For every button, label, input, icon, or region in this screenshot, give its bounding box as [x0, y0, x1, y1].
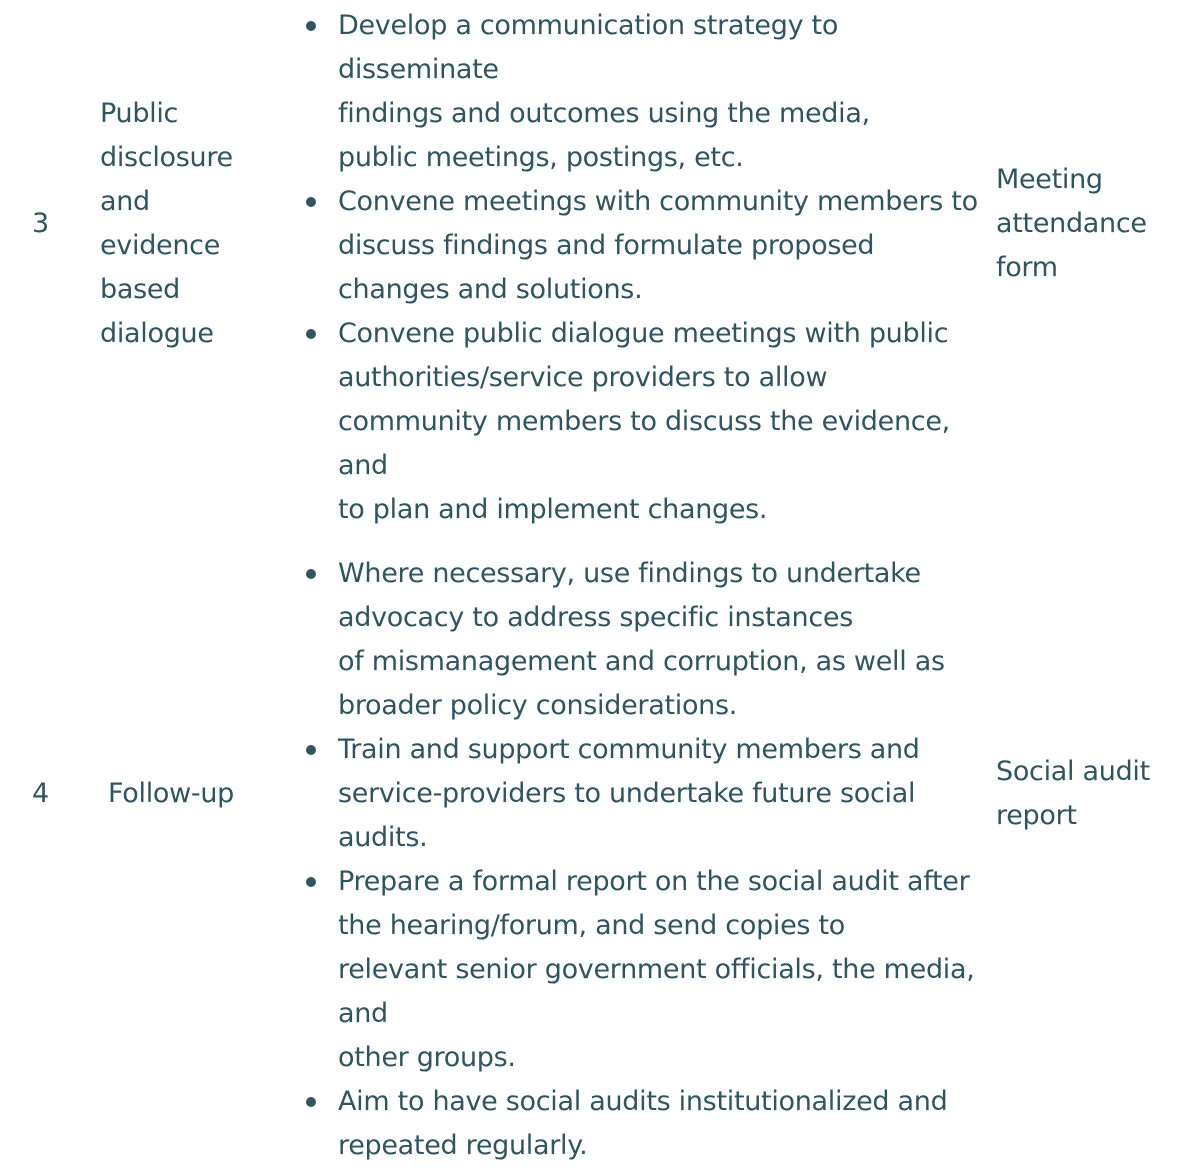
activity-text: Convene meetings with community members to discuss findings and formulate proposed changes and solutions. [338, 186, 978, 305]
list-item [300, 552, 990, 728]
list-item [300, 728, 990, 860]
step-name: Follow-up [108, 778, 234, 809]
bullet-icon [306, 877, 316, 887]
tool-label: Meeting attendance form [996, 164, 1147, 283]
step-number: 4 [32, 778, 49, 809]
list-item [300, 860, 990, 1080]
step-number: 3 [32, 208, 49, 239]
activity-text: Train and support community members and service-providers to undertake future social audits. [338, 734, 920, 853]
list-item [300, 180, 990, 312]
activity-text: Where necessary, use findings to undertake advocacy to address specific instances of mismanagement and corruption, as well as broader policy considerations. [338, 558, 945, 721]
list-item [300, 312, 990, 532]
tool-label: Social audit report [996, 756, 1150, 831]
list-item [300, 1080, 990, 1168]
table-row [0, 4, 1200, 525]
activities-list [300, 552, 990, 1168]
bullet-icon [306, 569, 316, 579]
activity-text: Develop a communication strategy to disseminate findings and outcomes using the media, public meetings, postings, etc. [338, 10, 870, 173]
step-name: Public disclosure and evidence based dialogue [100, 98, 233, 349]
activity-text: Aim to have social audits institutionalized and repeated regularly. [338, 1086, 948, 1161]
bullet-icon [306, 1097, 316, 1107]
activities-list [300, 4, 990, 532]
bullet-icon [306, 329, 316, 339]
list-item [300, 4, 990, 180]
bullet-icon [306, 745, 316, 755]
activity-text: Prepare a formal report on the social audit after the hearing/forum, and send copies to relevant senior government officials, the media, and other groups. [338, 866, 975, 1073]
table-row [0, 552, 1200, 1161]
bullet-icon [306, 21, 316, 31]
activity-text: Convene public dialogue meetings with public authorities/service providers to allow community members to discuss the evidence, and to plan and implement changes. [338, 318, 950, 525]
bullet-icon [306, 197, 316, 207]
